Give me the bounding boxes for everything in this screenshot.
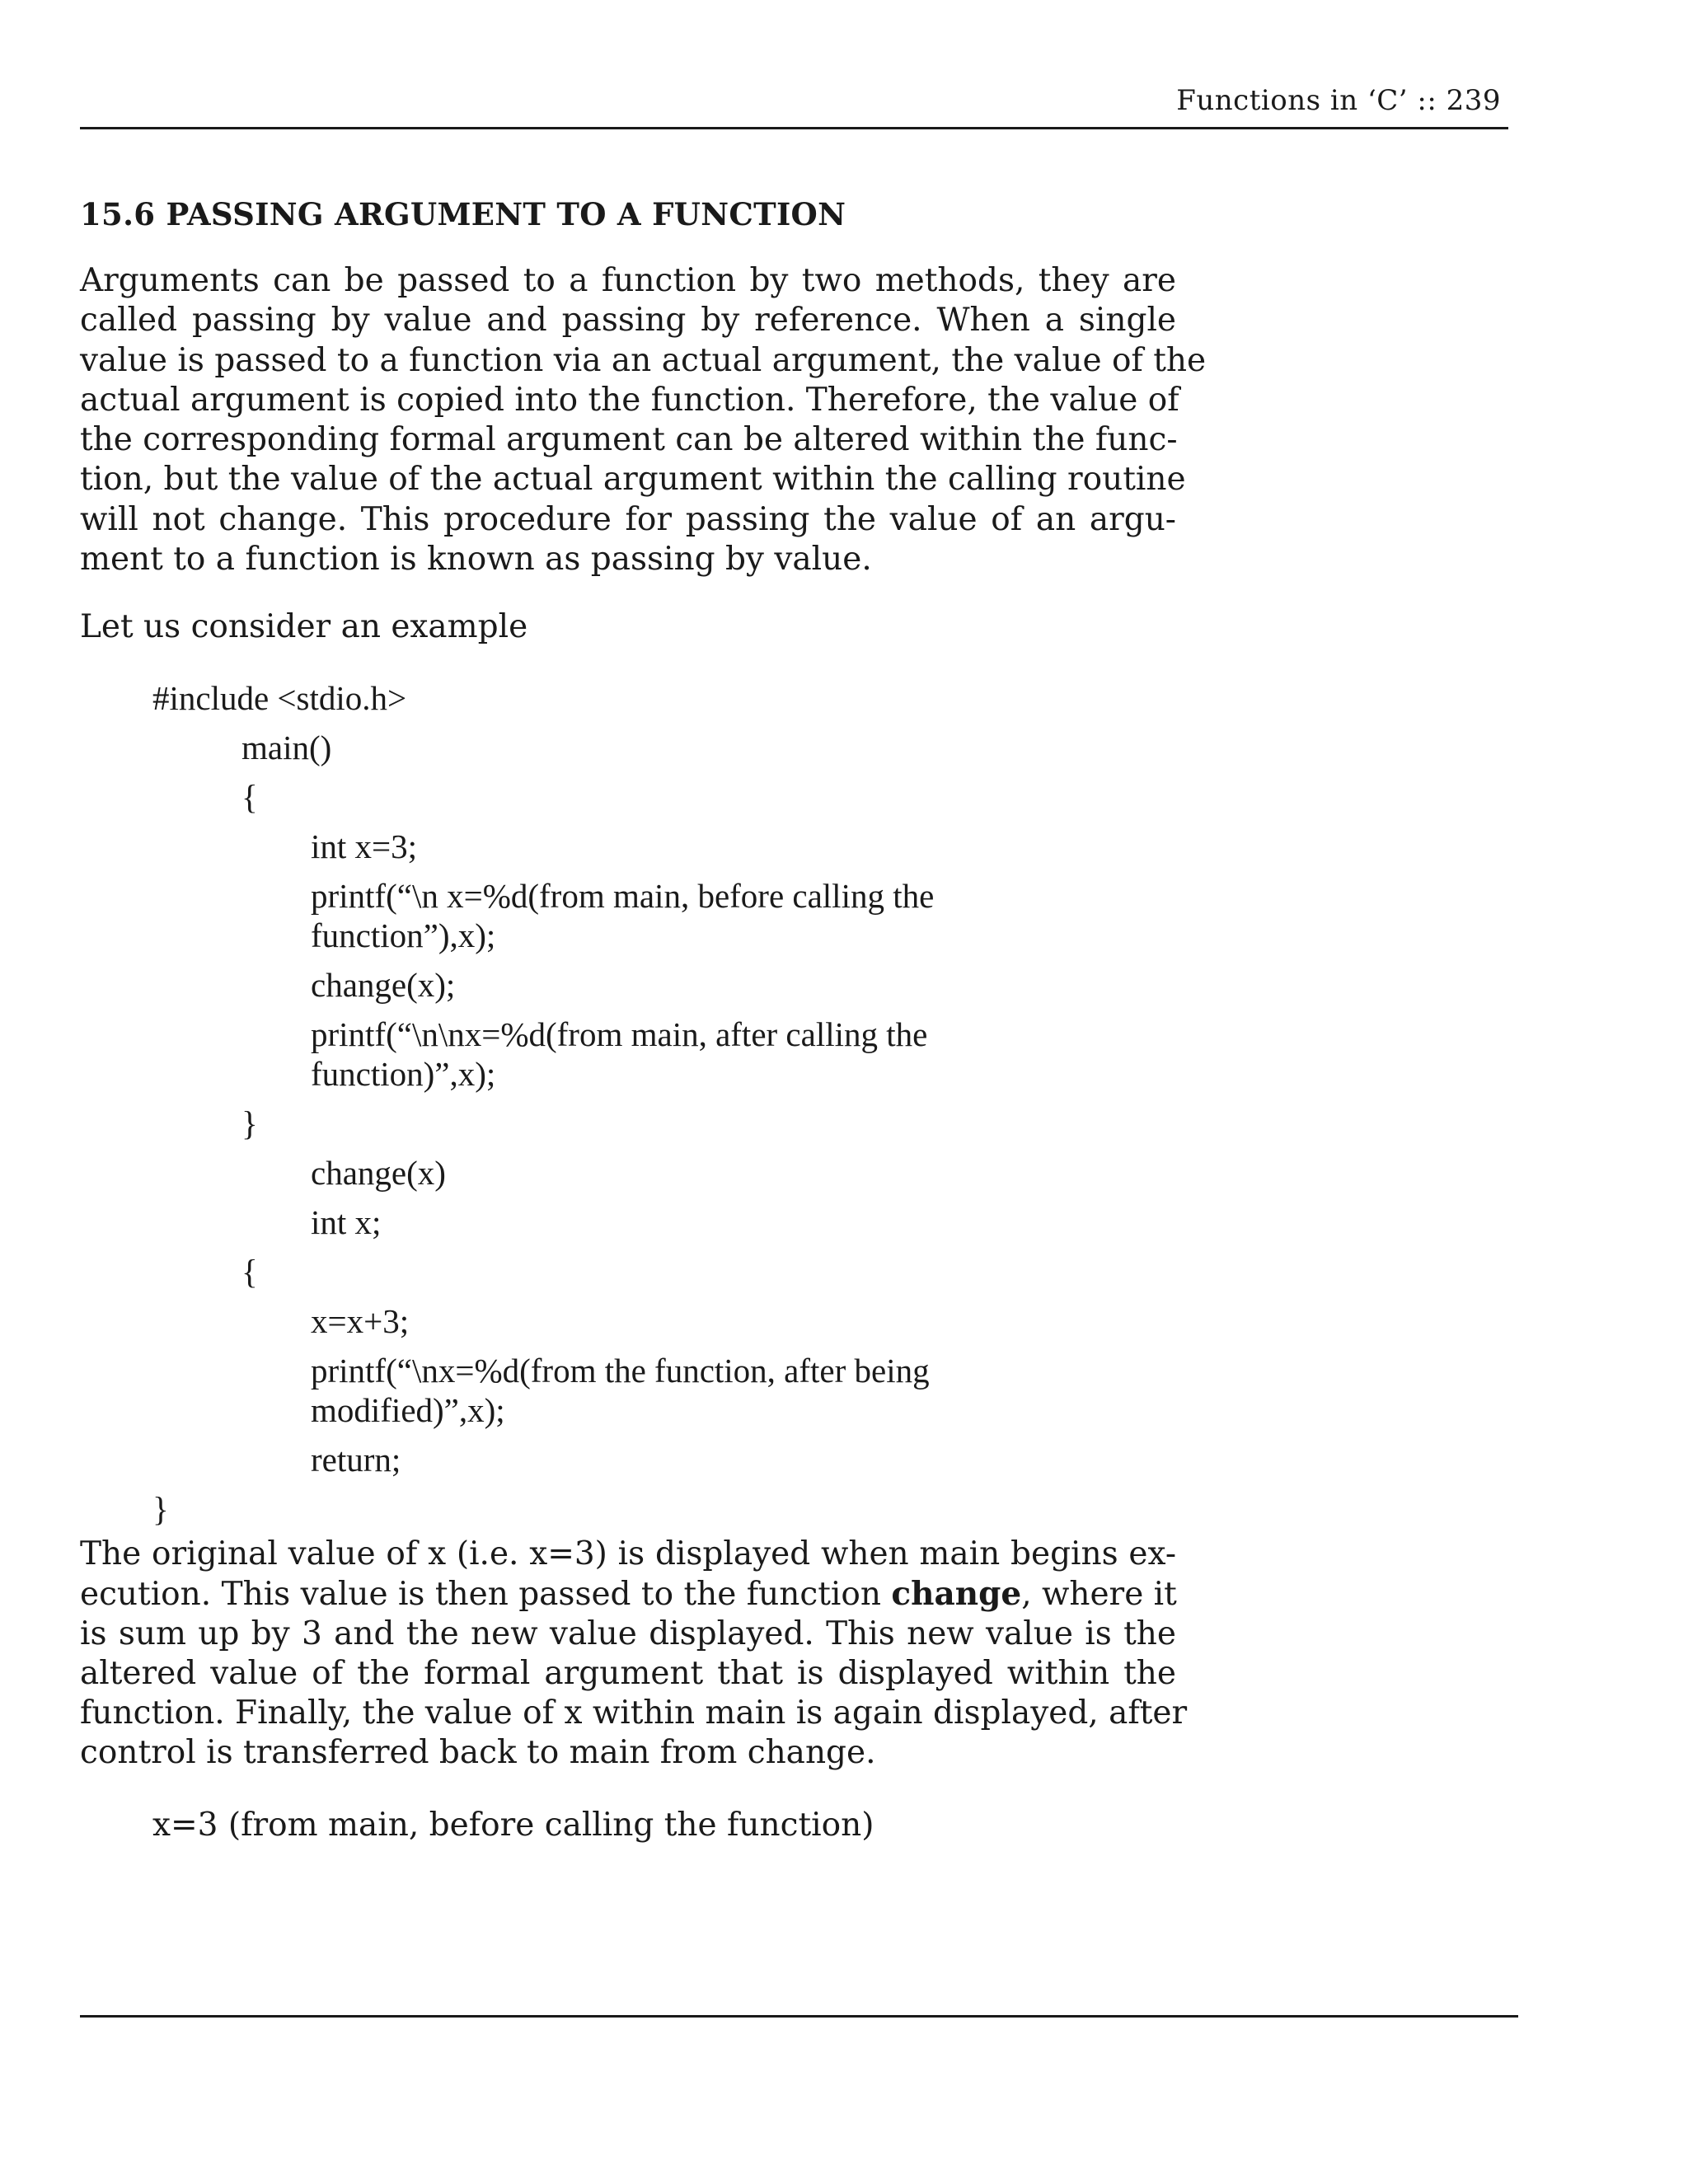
paragraph-line: will not change. This procedure for passing the value of an argu- (80, 500, 1176, 538)
code-line: int x; (311, 1203, 382, 1241)
paragraph-line (80, 1574, 1176, 1614)
paragraph-line: Arguments can be passed to a function by two methods, they are (80, 262, 1176, 299)
paragraph-line: called passing by value and passing by reference. When a single (80, 302, 1176, 340)
code-line: printf(“\nx=%d(from the function, after being (311, 1352, 930, 1390)
intro-paragraph (80, 261, 1207, 579)
paragraph-line: value is passed to a function via an actual argument, the value of the (80, 341, 1207, 379)
text-run: ecution. This value is then passed to the function (80, 1576, 892, 1614)
code-line: function)”,x); (311, 1055, 496, 1093)
code-line: main() (241, 729, 332, 766)
paragraph-line: The original value of x (i.e. x=3) is displayed when main begins ex- (80, 1535, 1176, 1572)
code-line: } (152, 1490, 169, 1528)
code-line: modified)”,x); (311, 1391, 505, 1429)
paragraph-line: altered value of the formal argument that is displayed within the (80, 1654, 1176, 1692)
code-line: return; (311, 1441, 401, 1479)
code-line: x=x+3; (311, 1302, 410, 1340)
code-line: } (241, 1104, 258, 1142)
code-line: #include <stdio.h> (152, 679, 407, 717)
header-rule (80, 127, 1508, 129)
code-line: change(x) (311, 1154, 446, 1192)
code-line: function”),x); (311, 916, 496, 954)
paragraph-line: actual argument is copied into the function. Therefore, the value of (80, 381, 1179, 419)
running-header: Functions in ‘C’ :: 239 (1176, 84, 1501, 117)
paragraph-line: is sum up by 3 and the new value displayed. This new value is the (80, 1615, 1176, 1652)
code-line: int x=3; (311, 827, 418, 865)
code-line: { (241, 778, 258, 816)
code-line: change(x); (311, 966, 456, 1004)
footer-rule (80, 2015, 1518, 2018)
section-heading: 15.6 PASSING ARGUMENT TO A FUNCTION (80, 196, 846, 232)
paragraph-line: control is transferred back to main from change. (80, 1734, 876, 1772)
code-line: printf(“\n\nx=%d(from main, after calling the (311, 1015, 928, 1053)
paragraph-line: ment to a function is known as passing by value. (80, 541, 872, 579)
example-intro: Let us consider an example (80, 608, 528, 645)
paragraph-line: function. Finally, the value of x within main is again displayed, after (80, 1694, 1188, 1732)
explanation-paragraph (80, 1535, 1188, 1774)
paragraph-line: tion, but the value of the actual argument within the calling routine (80, 461, 1186, 499)
code-line: printf(“\n x=%d(from main, before calling the (311, 877, 935, 915)
code-line: { (241, 1253, 258, 1291)
text-run: , where it (1021, 1576, 1177, 1614)
function-name-bold: change (891, 1575, 1022, 1614)
paragraph-line: the corresponding formal argument can be altered within the func- (80, 421, 1178, 459)
program-output-line: x=3 (from main, before calling the function) (152, 1807, 874, 1844)
